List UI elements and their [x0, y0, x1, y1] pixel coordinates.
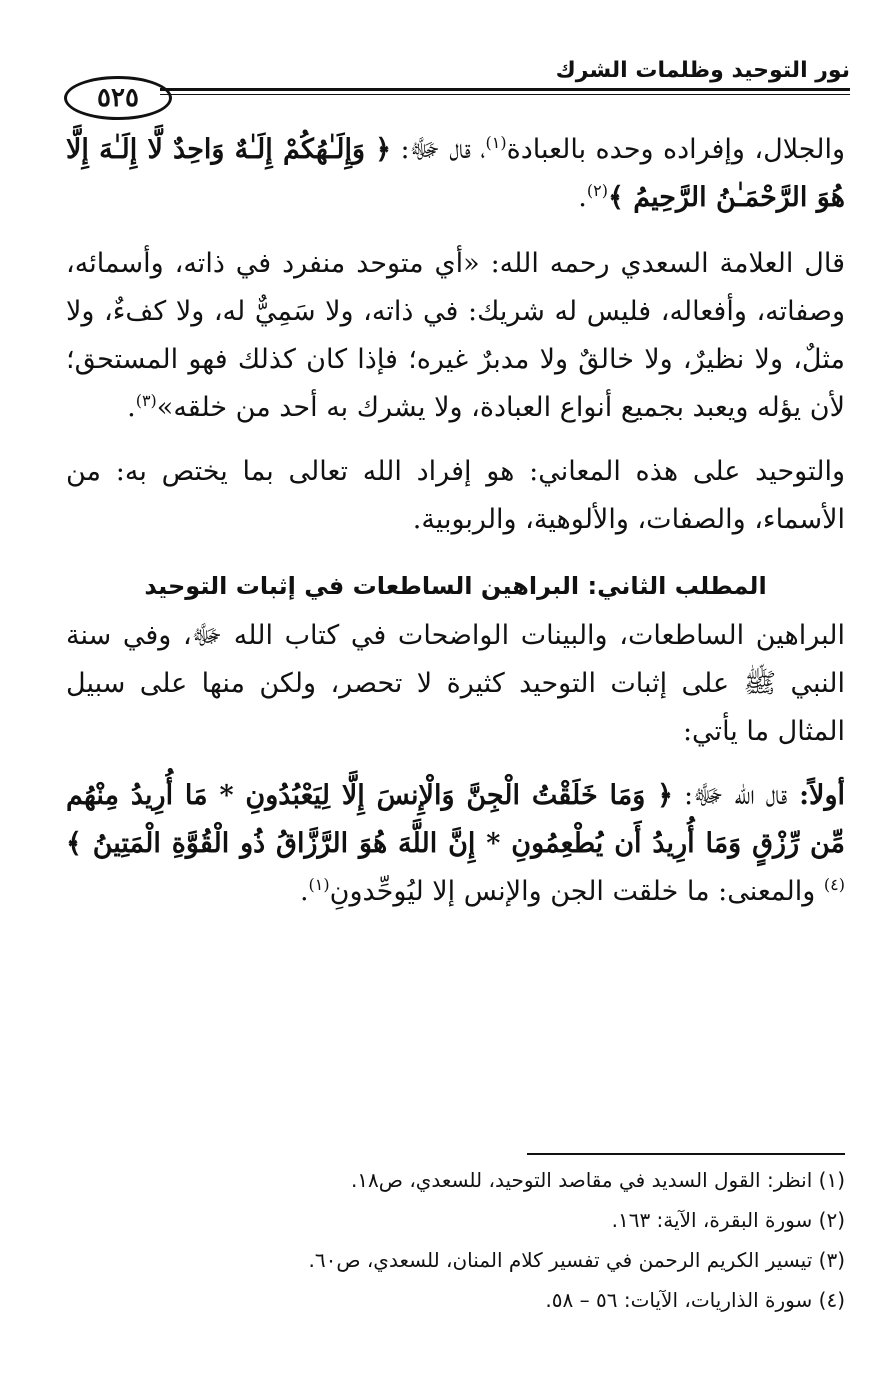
- footnote-ref-next-1: (١): [308, 875, 330, 894]
- main-text: [66, 126, 845, 916]
- footnote-1: (١) انظر: القول السديد في مقاصد التوحيد، للسعدي، ص١٨.: [350, 1168, 845, 1192]
- quran-verse-2: ﴿ وَمَا خَلَقْتُ الْجِنَّ وَالْإِنسَ إِلَّا لِيَعْبُدُونِ * مَا أُرِيدُ مِنْهُم مِّن رِّزْقٍ وَمَا أُرِيدُ أَن يُطْعِمُونِ * إِنَّ اللَّهَ هُوَ الرَّزَّاقُ ذُو الْقُوَّةِ الْمَتِينُ ﴾: [66, 780, 845, 859]
- paragraph-1: [66, 126, 845, 222]
- page-number-oval: [64, 76, 172, 120]
- paragraph-5: [66, 772, 845, 916]
- paragraph-2: [66, 240, 845, 432]
- footnotes: [66, 1160, 845, 1320]
- section-heading: المطلب الثاني: البراهين الساطعات في إثبات التوحيد: [144, 572, 767, 600]
- paragraph-1-text: والجلال، وإفراده وحده بالعبادة: [506, 134, 846, 165]
- footnote-ref-1: (١): [485, 133, 507, 152]
- header-rule: [160, 88, 850, 91]
- paragraph-2-text: قال العلامة السعدي رحمه الله: «أي متوحد منفرد في ذاته، وأسمائه، وصفاته، وأفعاله، فليس له شريك: في ذاته، ولا سَمِيٌّ له، ولا كفءٌ، ولا مثلٌ، ولا نظيرٌ، ولا خالقٌ ولا مدبرٌ غيره؛ فإذا كان كذلك فهو المستحق؛ لأن يؤله ويعبد بجميع أنواع العبادة، ولا يشرك به أحد من خلقه»: [66, 248, 845, 423]
- page-number: ٥٢٥: [97, 83, 139, 113]
- paragraph-3: والتوحيد على هذه المعاني: هو إفراد الله تعالى بما يختص به: من الأسماء، والصفات، والألوهية، والربوبية.: [66, 456, 845, 535]
- footnote-ref-2: (٢): [586, 181, 608, 200]
- running-header: [60, 58, 850, 128]
- first-label: أولاً:: [787, 780, 845, 811]
- footnote-ref-4: (٤): [823, 875, 845, 894]
- paragraph-1-text-b: ، قال ﷻ:: [391, 134, 486, 165]
- paragraph-4: البراهين الساطعات، والبينات الواضحات في كتاب الله ﷻ، وفي سنة النبي ﷺ على إثبات التوحيد كثيرة لا تحصر، ولكن منها على سبيل المثال ما يأتي:: [66, 620, 845, 747]
- footnote-ref-3: (٣): [135, 391, 157, 410]
- header-title: نور التوحيد وظلمات الشرك: [555, 58, 850, 83]
- header-rule-thin: [160, 94, 850, 95]
- quran-verse-1: ﴿ وَإِلَـٰهُكُمْ إِلَـٰهٌ وَاحِدٌ لَّا إِلَـٰهَ إِلَّا هُوَ الرَّحْمَـٰنُ الرَّحِيمُ ﴾: [66, 134, 845, 213]
- paragraph-1-end: .: [578, 182, 587, 213]
- footnote-2: (٢) سورة البقرة، الآية: ١٦٣.: [611, 1208, 845, 1232]
- footnote-4: (٤) سورة الذاريات، الآيات: ٥٦ – ٥٨.: [545, 1288, 845, 1312]
- footnote-3: (٣) تيسير الكريم الرحمن في تفسير كلام المنان، للسعدي، ص٦٠.: [308, 1248, 845, 1272]
- paragraph-2-end: .: [127, 392, 136, 423]
- footnote-separator: [527, 1153, 845, 1155]
- paragraph-5-text: قال الله ﷻ:: [672, 780, 788, 811]
- paragraph-5-end: .: [299, 876, 309, 907]
- paragraph-5-text-b: والمعنى: ما خلقت الجن والإنس إلا ليُوحِّدونِ: [329, 876, 824, 907]
